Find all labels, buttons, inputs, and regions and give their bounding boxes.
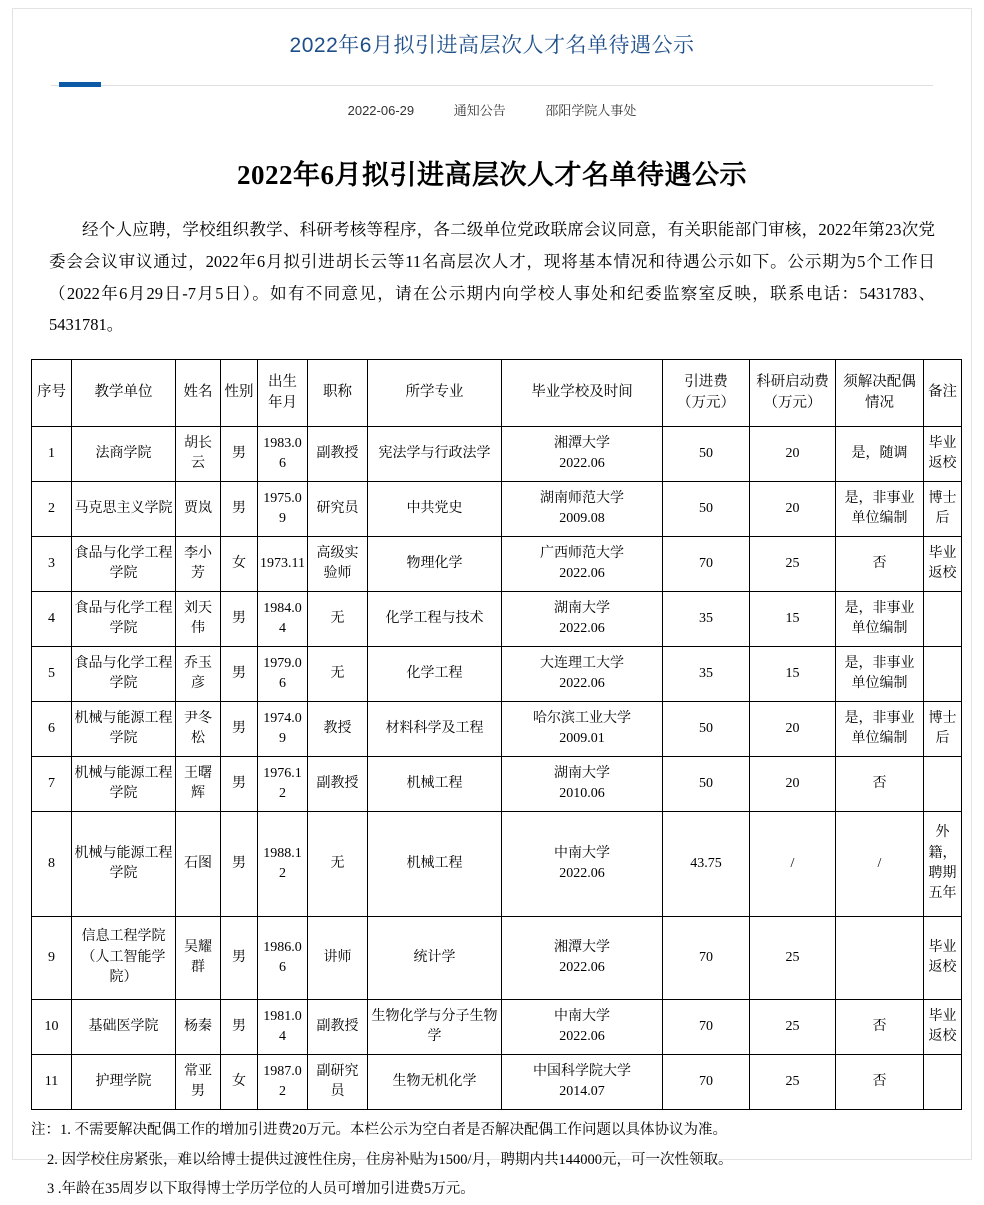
col-header-no: 序号 <box>32 359 72 426</box>
cell-unit: 护理学院 <box>72 1054 176 1109</box>
cell-title: 研究员 <box>308 481 368 536</box>
page-root <box>0 8 984 1198</box>
cell-school-name: 湖南大学 <box>554 600 610 616</box>
footnotes <box>31 1116 961 1205</box>
intro-paragraph: 经个人应聘，学校组织教学、科研考核等程序，各二级单位党政联席会议同意，有关职能部门审核，2022年第23次党委会会议审议通过，2022年6月拟引进胡长云等11名高层次人才，现将基本情况和待遇公示如下。公示期为5个工作日（2022年6月29日-7月5日）。如有不同意见，请在公示期内向学校人事处和纪委监察室反映，联系电话：5431783、5431781。 <box>49 220 935 335</box>
cell-birth: 1988.12 <box>258 811 308 916</box>
col-header-research-line2: （万元） <box>763 394 822 411</box>
cell-major: 生物化学与分子生物学 <box>368 999 502 1054</box>
cell-birth: 1984.04 <box>258 591 308 646</box>
col-header-research-line1: 科研启动费 <box>756 373 829 390</box>
cell-birth: 1973.11 <box>258 536 308 591</box>
cell-name: 石图 <box>176 811 221 916</box>
cell-note <box>924 1054 962 1109</box>
cell-school-name: 湘潭大学 <box>554 435 610 451</box>
meta-source: 邵阳学院人事处 <box>545 103 637 119</box>
meta-date: 2022-06-29 <box>347 103 415 119</box>
cell-major: 中共党史 <box>368 481 502 536</box>
cell-school <box>502 916 663 999</box>
cell-school-name: 中南大学 <box>554 1008 610 1024</box>
cell-name: 杨秦 <box>176 999 221 1054</box>
cell-spouse: 否 <box>836 536 924 591</box>
cell-note: 毕业返校 <box>924 916 962 999</box>
cell-note <box>924 756 962 811</box>
cell-spouse: 否 <box>836 1054 924 1109</box>
cell-birth: 1976.12 <box>258 756 308 811</box>
cell-research: 25 <box>750 999 836 1054</box>
cell-birth: 1974.09 <box>258 701 308 756</box>
cell-birth: 1986.06 <box>258 916 308 999</box>
col-header-research <box>750 359 836 426</box>
cell-school-name: 大连理工大学 <box>540 655 624 671</box>
table-row <box>32 701 962 756</box>
col-header-major: 所学专业 <box>368 359 502 426</box>
cell-spouse: 是，非事业单位编制 <box>836 481 924 536</box>
cell-sex: 男 <box>221 481 258 536</box>
cell-school <box>502 999 663 1054</box>
cell-school <box>502 1054 663 1109</box>
cell-name: 贾岚 <box>176 481 221 536</box>
cell-title: 副教授 <box>308 999 368 1054</box>
footnote-item: 2. 因学校住房紧张，难以给博士提供过渡性住房，住房补贴为1500/月，聘期内共144000元，可一次性领取。 <box>47 1151 733 1168</box>
cell-sex: 男 <box>221 811 258 916</box>
table-row <box>32 481 962 536</box>
cell-spouse: 否 <box>836 756 924 811</box>
article-meta <box>31 100 953 119</box>
cell-fee: 35 <box>663 646 750 701</box>
cell-note: 博士后 <box>924 481 962 536</box>
footnote-item: 3 .年龄在35周岁以下取得博士学历学位的人员可增加引进费5万元。 <box>47 1181 475 1198</box>
cell-fee: 70 <box>663 1054 750 1109</box>
col-header-spouse-line1: 须解决配偶 <box>843 373 916 390</box>
cell-name: 常亚男 <box>176 1054 221 1109</box>
col-header-fee-line2: （万元） <box>677 394 735 411</box>
cell-no: 6 <box>32 701 72 756</box>
table-row <box>32 646 962 701</box>
cell-unit: 机械与能源工程学院 <box>72 701 176 756</box>
cell-major: 化学工程 <box>368 646 502 701</box>
cell-birth: 1981.04 <box>258 999 308 1054</box>
cell-no: 10 <box>32 999 72 1054</box>
cell-school <box>502 701 663 756</box>
col-header-note: 备注 <box>924 359 962 426</box>
cell-fee: 70 <box>663 916 750 999</box>
table-body <box>32 426 962 1109</box>
cell-unit: 食品与化学工程学院 <box>72 591 176 646</box>
col-header-fee <box>663 359 750 426</box>
col-header-fee-line1: 引进费 <box>684 373 728 390</box>
cell-school-date: 2022.06 <box>559 865 605 881</box>
cell-school-date: 2010.06 <box>559 785 605 801</box>
cell-sex: 男 <box>221 916 258 999</box>
cell-note <box>924 591 962 646</box>
cell-name: 胡长云 <box>176 426 221 481</box>
cell-spouse: 是，非事业单位编制 <box>836 701 924 756</box>
cell-research: 20 <box>750 481 836 536</box>
table-row <box>32 591 962 646</box>
cell-research: 20 <box>750 701 836 756</box>
cell-spouse: 是，随调 <box>836 426 924 481</box>
cell-title: 无 <box>308 811 368 916</box>
col-header-unit: 教学单位 <box>72 359 176 426</box>
cell-unit: 食品与化学工程学院 <box>72 646 176 701</box>
cell-research: 25 <box>750 1054 836 1109</box>
cell-birth: 1975.09 <box>258 481 308 536</box>
col-header-spouse <box>836 359 924 426</box>
meta-category[interactable]: 通知公告 <box>453 103 506 119</box>
table-row <box>32 1054 962 1109</box>
cell-unit: 信息工程学院（人工智能学院） <box>72 916 176 999</box>
cell-title: 副研究员 <box>308 1054 368 1109</box>
cell-spouse: / <box>836 811 924 916</box>
cell-sex: 女 <box>221 536 258 591</box>
cell-sex: 男 <box>221 426 258 481</box>
cell-unit: 基础医学院 <box>72 999 176 1054</box>
cell-birth: 1987.02 <box>258 1054 308 1109</box>
cell-major: 材料科学及工程 <box>368 701 502 756</box>
cell-school-date: 2009.08 <box>559 510 605 526</box>
cell-spouse: 是，非事业单位编制 <box>836 646 924 701</box>
cell-research: 25 <box>750 916 836 999</box>
cell-title: 讲师 <box>308 916 368 999</box>
col-header-birth <box>258 359 308 426</box>
cell-no: 9 <box>32 916 72 999</box>
cell-no: 7 <box>32 756 72 811</box>
cell-research: 20 <box>750 426 836 481</box>
cell-note: 外籍，聘期五年 <box>924 811 962 916</box>
cell-school-date: 2022.06 <box>559 1028 605 1044</box>
table-row <box>32 999 962 1054</box>
cell-school-date: 2022.06 <box>559 620 605 636</box>
cell-unit: 法商学院 <box>72 426 176 481</box>
cell-research: 15 <box>750 591 836 646</box>
cell-major: 机械工程 <box>368 811 502 916</box>
cell-sex: 男 <box>221 999 258 1054</box>
cell-school-date: 2014.07 <box>559 1083 605 1099</box>
cell-fee: 35 <box>663 591 750 646</box>
cell-school-date: 2009.01 <box>559 730 605 746</box>
cell-fee: 70 <box>663 999 750 1054</box>
cell-no: 11 <box>32 1054 72 1109</box>
cell-birth: 1979.06 <box>258 646 308 701</box>
table-row <box>32 756 962 811</box>
cell-unit: 机械与能源工程学院 <box>72 756 176 811</box>
cell-research: 25 <box>750 536 836 591</box>
cell-no: 5 <box>32 646 72 701</box>
table-row <box>32 536 962 591</box>
cell-title: 副教授 <box>308 426 368 481</box>
cell-sex: 女 <box>221 1054 258 1109</box>
cell-title: 无 <box>308 591 368 646</box>
cell-major: 宪法学与行政法学 <box>368 426 502 481</box>
cell-fee: 50 <box>663 481 750 536</box>
cell-research: 20 <box>750 756 836 811</box>
cell-school-name: 湘潭大学 <box>554 939 610 955</box>
cell-note: 毕业返校 <box>924 999 962 1054</box>
site-header-title: 2022年6月拟引进高层次人才名单待遇公示 <box>289 34 695 57</box>
cell-note: 毕业返校 <box>924 426 962 481</box>
cell-sex: 男 <box>221 701 258 756</box>
cell-school <box>502 481 663 536</box>
cell-spouse <box>836 916 924 999</box>
cell-sex: 男 <box>221 591 258 646</box>
divider-accent-bar <box>59 82 101 87</box>
cell-title: 教授 <box>308 701 368 756</box>
cell-school-date: 2022.06 <box>559 959 605 975</box>
cell-birth: 1983.06 <box>258 426 308 481</box>
cell-school-date: 2022.06 <box>559 455 605 471</box>
cell-school <box>502 426 663 481</box>
cell-school <box>502 591 663 646</box>
col-header-school: 毕业学校及时间 <box>502 359 663 426</box>
cell-unit: 机械与能源工程学院 <box>72 811 176 916</box>
content-card <box>12 8 972 1198</box>
cell-no: 1 <box>32 426 72 481</box>
cell-school-name: 湖南师范大学 <box>540 490 624 506</box>
cell-title: 高级实验师 <box>308 536 368 591</box>
table-row <box>32 916 962 999</box>
cell-spouse: 是，非事业单位编制 <box>836 591 924 646</box>
cell-sex: 男 <box>221 756 258 811</box>
cell-school-date: 2022.06 <box>559 565 605 581</box>
cell-name: 吴耀群 <box>176 916 221 999</box>
cell-sex: 男 <box>221 646 258 701</box>
cell-school-date: 2022.06 <box>559 675 605 691</box>
page-title: 2022年6月拟引进高层次人才名单待遇公示 <box>237 160 747 191</box>
divider-line <box>51 85 933 86</box>
col-header-sex: 性别 <box>221 359 258 426</box>
col-header-spouse-line2: 情况 <box>865 394 894 411</box>
cell-fee: 50 <box>663 756 750 811</box>
cell-school-name: 哈尔滨工业大学 <box>533 710 631 726</box>
cell-school-name: 中南大学 <box>554 845 610 861</box>
cell-title: 副教授 <box>308 756 368 811</box>
cell-school <box>502 646 663 701</box>
cell-school <box>502 811 663 916</box>
cell-major: 统计学 <box>368 916 502 999</box>
table-row <box>32 426 962 481</box>
col-header-birth-line2: 年月 <box>268 394 297 411</box>
cell-no: 4 <box>32 591 72 646</box>
cell-unit: 食品与化学工程学院 <box>72 536 176 591</box>
cell-major: 物理化学 <box>368 536 502 591</box>
site-header <box>31 9 953 119</box>
cell-no: 2 <box>32 481 72 536</box>
col-header-name: 姓名 <box>176 359 221 426</box>
cell-school-name: 湖南大学 <box>554 765 610 781</box>
cell-major: 化学工程与技术 <box>368 591 502 646</box>
cell-school-name: 广西师范大学 <box>540 545 624 561</box>
talent-roster-table <box>31 359 962 1110</box>
table-row <box>32 811 962 916</box>
cell-name: 尹冬松 <box>176 701 221 756</box>
table-header-row <box>32 359 962 426</box>
cell-name: 刘天伟 <box>176 591 221 646</box>
cell-school <box>502 536 663 591</box>
cell-spouse: 否 <box>836 999 924 1054</box>
cell-name: 乔玉彦 <box>176 646 221 701</box>
cell-major: 生物无机化学 <box>368 1054 502 1109</box>
cell-name: 王曙辉 <box>176 756 221 811</box>
cell-school-name: 中国科学院大学 <box>533 1063 631 1079</box>
col-header-birth-line1: 出生 <box>268 373 297 390</box>
cell-no: 3 <box>32 536 72 591</box>
cell-fee: 50 <box>663 701 750 756</box>
cell-research: 15 <box>750 646 836 701</box>
cell-note: 博士后 <box>924 701 962 756</box>
footnote-item: 注：1. 不需要解决配偶工作的增加引进费20万元。本栏公示为空白者是否解决配偶工作问题以具体协议为准。 <box>31 1121 727 1138</box>
cell-fee: 70 <box>663 536 750 591</box>
cell-unit: 马克思主义学院 <box>72 481 176 536</box>
cell-note: 毕业返校 <box>924 536 962 591</box>
cell-name: 李小芳 <box>176 536 221 591</box>
article-body <box>31 153 957 1205</box>
cell-fee: 50 <box>663 426 750 481</box>
cell-research: / <box>750 811 836 916</box>
cell-title: 无 <box>308 646 368 701</box>
header-divider <box>31 74 953 98</box>
col-header-title: 职称 <box>308 359 368 426</box>
cell-school <box>502 756 663 811</box>
cell-note <box>924 646 962 701</box>
cell-fee: 43.75 <box>663 811 750 916</box>
cell-major: 机械工程 <box>368 756 502 811</box>
cell-no: 8 <box>32 811 72 916</box>
